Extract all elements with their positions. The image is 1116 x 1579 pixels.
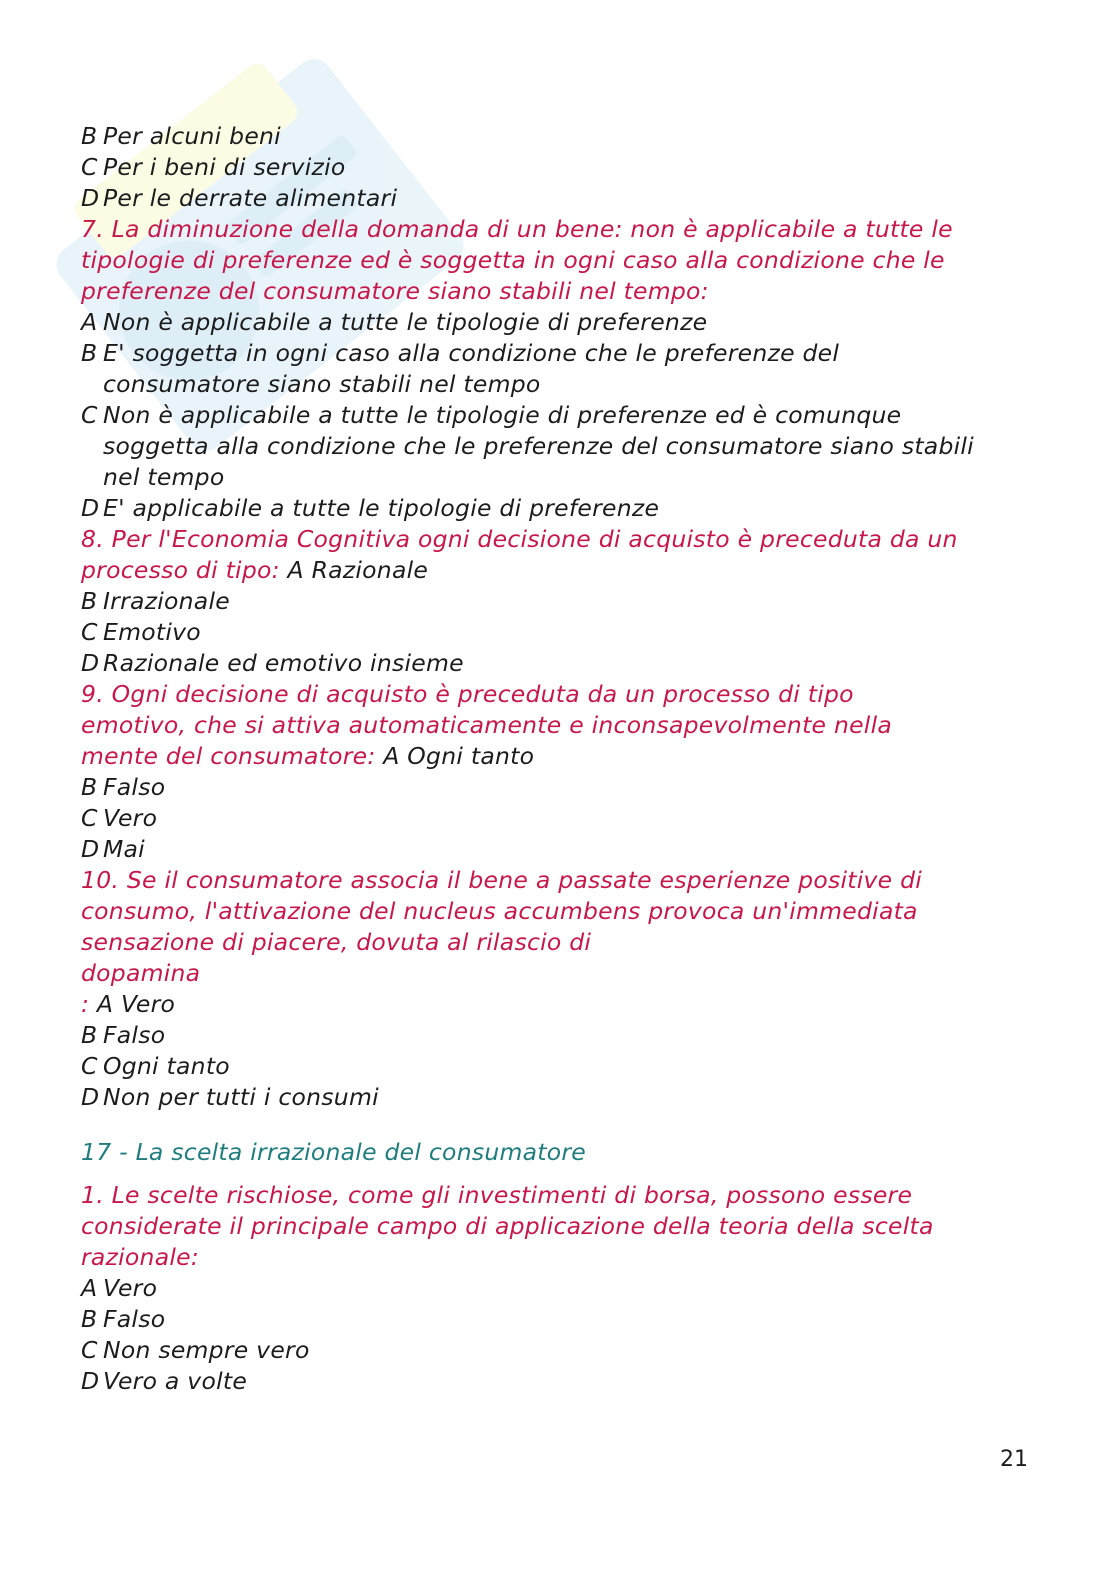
option-text: Razionale ed emotivo insieme xyxy=(103,649,464,677)
q8-text-tail: processo di tipo: xyxy=(81,556,280,584)
q9-option-d xyxy=(81,834,1031,865)
q7-option-c-cont-2: nel tempo xyxy=(81,462,1031,493)
q8-option-b xyxy=(81,586,1031,617)
q9-text-line-2: emotivo, che si attiva automaticamente e inconsapevolmente nella xyxy=(81,711,893,739)
q9-option-c xyxy=(81,803,1031,834)
option-text: Per i beni di servizio xyxy=(103,153,346,181)
q6-option-d xyxy=(81,183,1031,214)
q7-option-b-cont: consumatore siano stabili nel tempo xyxy=(103,370,541,398)
option-text: E' soggetta in ogni caso alla condizione che le preferenze del xyxy=(103,339,840,367)
option-letter: B xyxy=(81,339,98,367)
q10-option-d xyxy=(81,1082,1031,1113)
option-text: Non è applicabile a tutte le tipologie di preferenze xyxy=(103,308,708,336)
section-heading: 17 - La scelta irrazionale del consumatore xyxy=(81,1138,586,1166)
s17-q1-text-line-2: considerate il principale campo di applicazione della teoria della scelta xyxy=(81,1212,934,1240)
q10-text-tail: : xyxy=(81,990,90,1018)
q9-option-a: A Ogni tanto xyxy=(383,742,535,770)
q9-text-tail: mente del consumatore: xyxy=(81,742,376,770)
option-letter: D xyxy=(81,1367,100,1395)
option-letter: C xyxy=(81,618,98,646)
option-text: E' applicabile a tutte le tipologie di preferenze xyxy=(103,494,660,522)
option-text: Falso xyxy=(103,1305,166,1333)
q7-option-c-cont-1: soggetta alla condizione che le preferenze del consumatore siano stabili xyxy=(81,431,1031,462)
option-letter: A xyxy=(81,1274,98,1302)
q7-option-d xyxy=(81,493,1031,524)
q7-option-c xyxy=(81,400,1031,431)
option-text: Ogni tanto xyxy=(103,1052,230,1080)
option-letter: D xyxy=(81,835,100,863)
q9-text-line-3 xyxy=(81,741,1031,772)
q10-text-line-1: 10. Se il consumatore associa il bene a passate esperienze positive di xyxy=(81,866,923,894)
option-letter: D xyxy=(81,649,100,677)
s17-q1-option-b xyxy=(81,1304,1031,1335)
option-text: Per le derrate alimentari xyxy=(103,184,398,212)
option-letter: B xyxy=(81,773,98,801)
q10-text-line-4: dopamina xyxy=(81,958,1031,989)
option-text: Irrazionale xyxy=(103,587,230,615)
option-letter: C xyxy=(81,1052,98,1080)
q9-option-b xyxy=(81,772,1031,803)
q9-text-line-1: 9. Ogni decisione di acquisto è preceduta da un processo di tipo xyxy=(81,680,854,708)
option-text: Per alcuni beni xyxy=(103,122,281,150)
q8-option-d xyxy=(81,648,1031,679)
option-text: Emotivo xyxy=(103,618,201,646)
spacer xyxy=(81,1168,1031,1180)
q6-option-b xyxy=(81,121,1031,152)
q10-option-b xyxy=(81,1020,1031,1051)
option-letter: B xyxy=(81,587,98,615)
document-body xyxy=(81,121,1031,1397)
option-text: Non sempre vero xyxy=(103,1336,310,1364)
q8-option-c xyxy=(81,617,1031,648)
option-text: Vero a volte xyxy=(103,1367,248,1395)
q7-text-line-2: tipologie di preferenze ed è soggetta in ogni caso alla condizione che le xyxy=(81,246,945,274)
option-letter: D xyxy=(81,184,100,212)
page-number: 21 xyxy=(1000,1447,1028,1472)
option-letter: C xyxy=(81,804,98,832)
q7-option-b xyxy=(81,338,1031,369)
q10-option-c xyxy=(81,1051,1031,1082)
q10-text-line-3: sensazione di piacere, dovuta al rilascio di xyxy=(81,928,592,956)
s17-q1-option-a xyxy=(81,1273,1031,1304)
q7-option-a xyxy=(81,307,1031,338)
q8-option-a: A Razionale xyxy=(287,556,429,584)
q10-option-a: A Vero xyxy=(96,990,176,1018)
option-letter: D xyxy=(81,494,100,522)
option-letter: C xyxy=(81,1336,98,1364)
q7-text-line-3: preferenze del consumatore siano stabili nel tempo: xyxy=(81,277,709,305)
q8-text-line-1: 8. Per l'Economia Cognitiva ogni decisione di acquisto è preceduta da un xyxy=(81,525,958,553)
option-letter: B xyxy=(81,122,98,150)
s17-q1-text-line-1: 1. Le scelte rischiose, come gli investimenti di borsa, possono essere xyxy=(81,1181,913,1209)
s17-q1-option-c xyxy=(81,1335,1031,1366)
option-letter: B xyxy=(81,1305,98,1333)
option-letter: D xyxy=(81,1083,100,1111)
option-letter: C xyxy=(81,401,98,429)
option-letter: C xyxy=(81,153,98,181)
option-text: Vero xyxy=(103,804,158,832)
q10-text-line-2: consumo, l'attivazione del nucleus accumbens provoca un'immediata xyxy=(81,897,918,925)
option-text: Non per tutti i consumi xyxy=(103,1083,379,1111)
option-letter: B xyxy=(81,1021,98,1049)
spacer xyxy=(81,1113,1031,1137)
option-letter: A xyxy=(81,308,98,336)
q7-text-line-1: 7. La diminuzione della domanda di un bene: non è applicabile a tutte le xyxy=(81,215,953,243)
option-text: Non è applicabile a tutte le tipologie di preferenze ed è comunque xyxy=(103,401,902,429)
option-text: Falso xyxy=(103,773,166,801)
q10-text-line-5 xyxy=(81,989,1031,1020)
option-text: Falso xyxy=(103,1021,166,1049)
q6-option-c xyxy=(81,152,1031,183)
option-text: Mai xyxy=(103,835,145,863)
s17-q1-text-line-3: razionale: xyxy=(81,1243,200,1271)
q8-text-line-2 xyxy=(81,555,1031,586)
s17-q1-option-d xyxy=(81,1366,1031,1397)
option-text: Vero xyxy=(103,1274,158,1302)
